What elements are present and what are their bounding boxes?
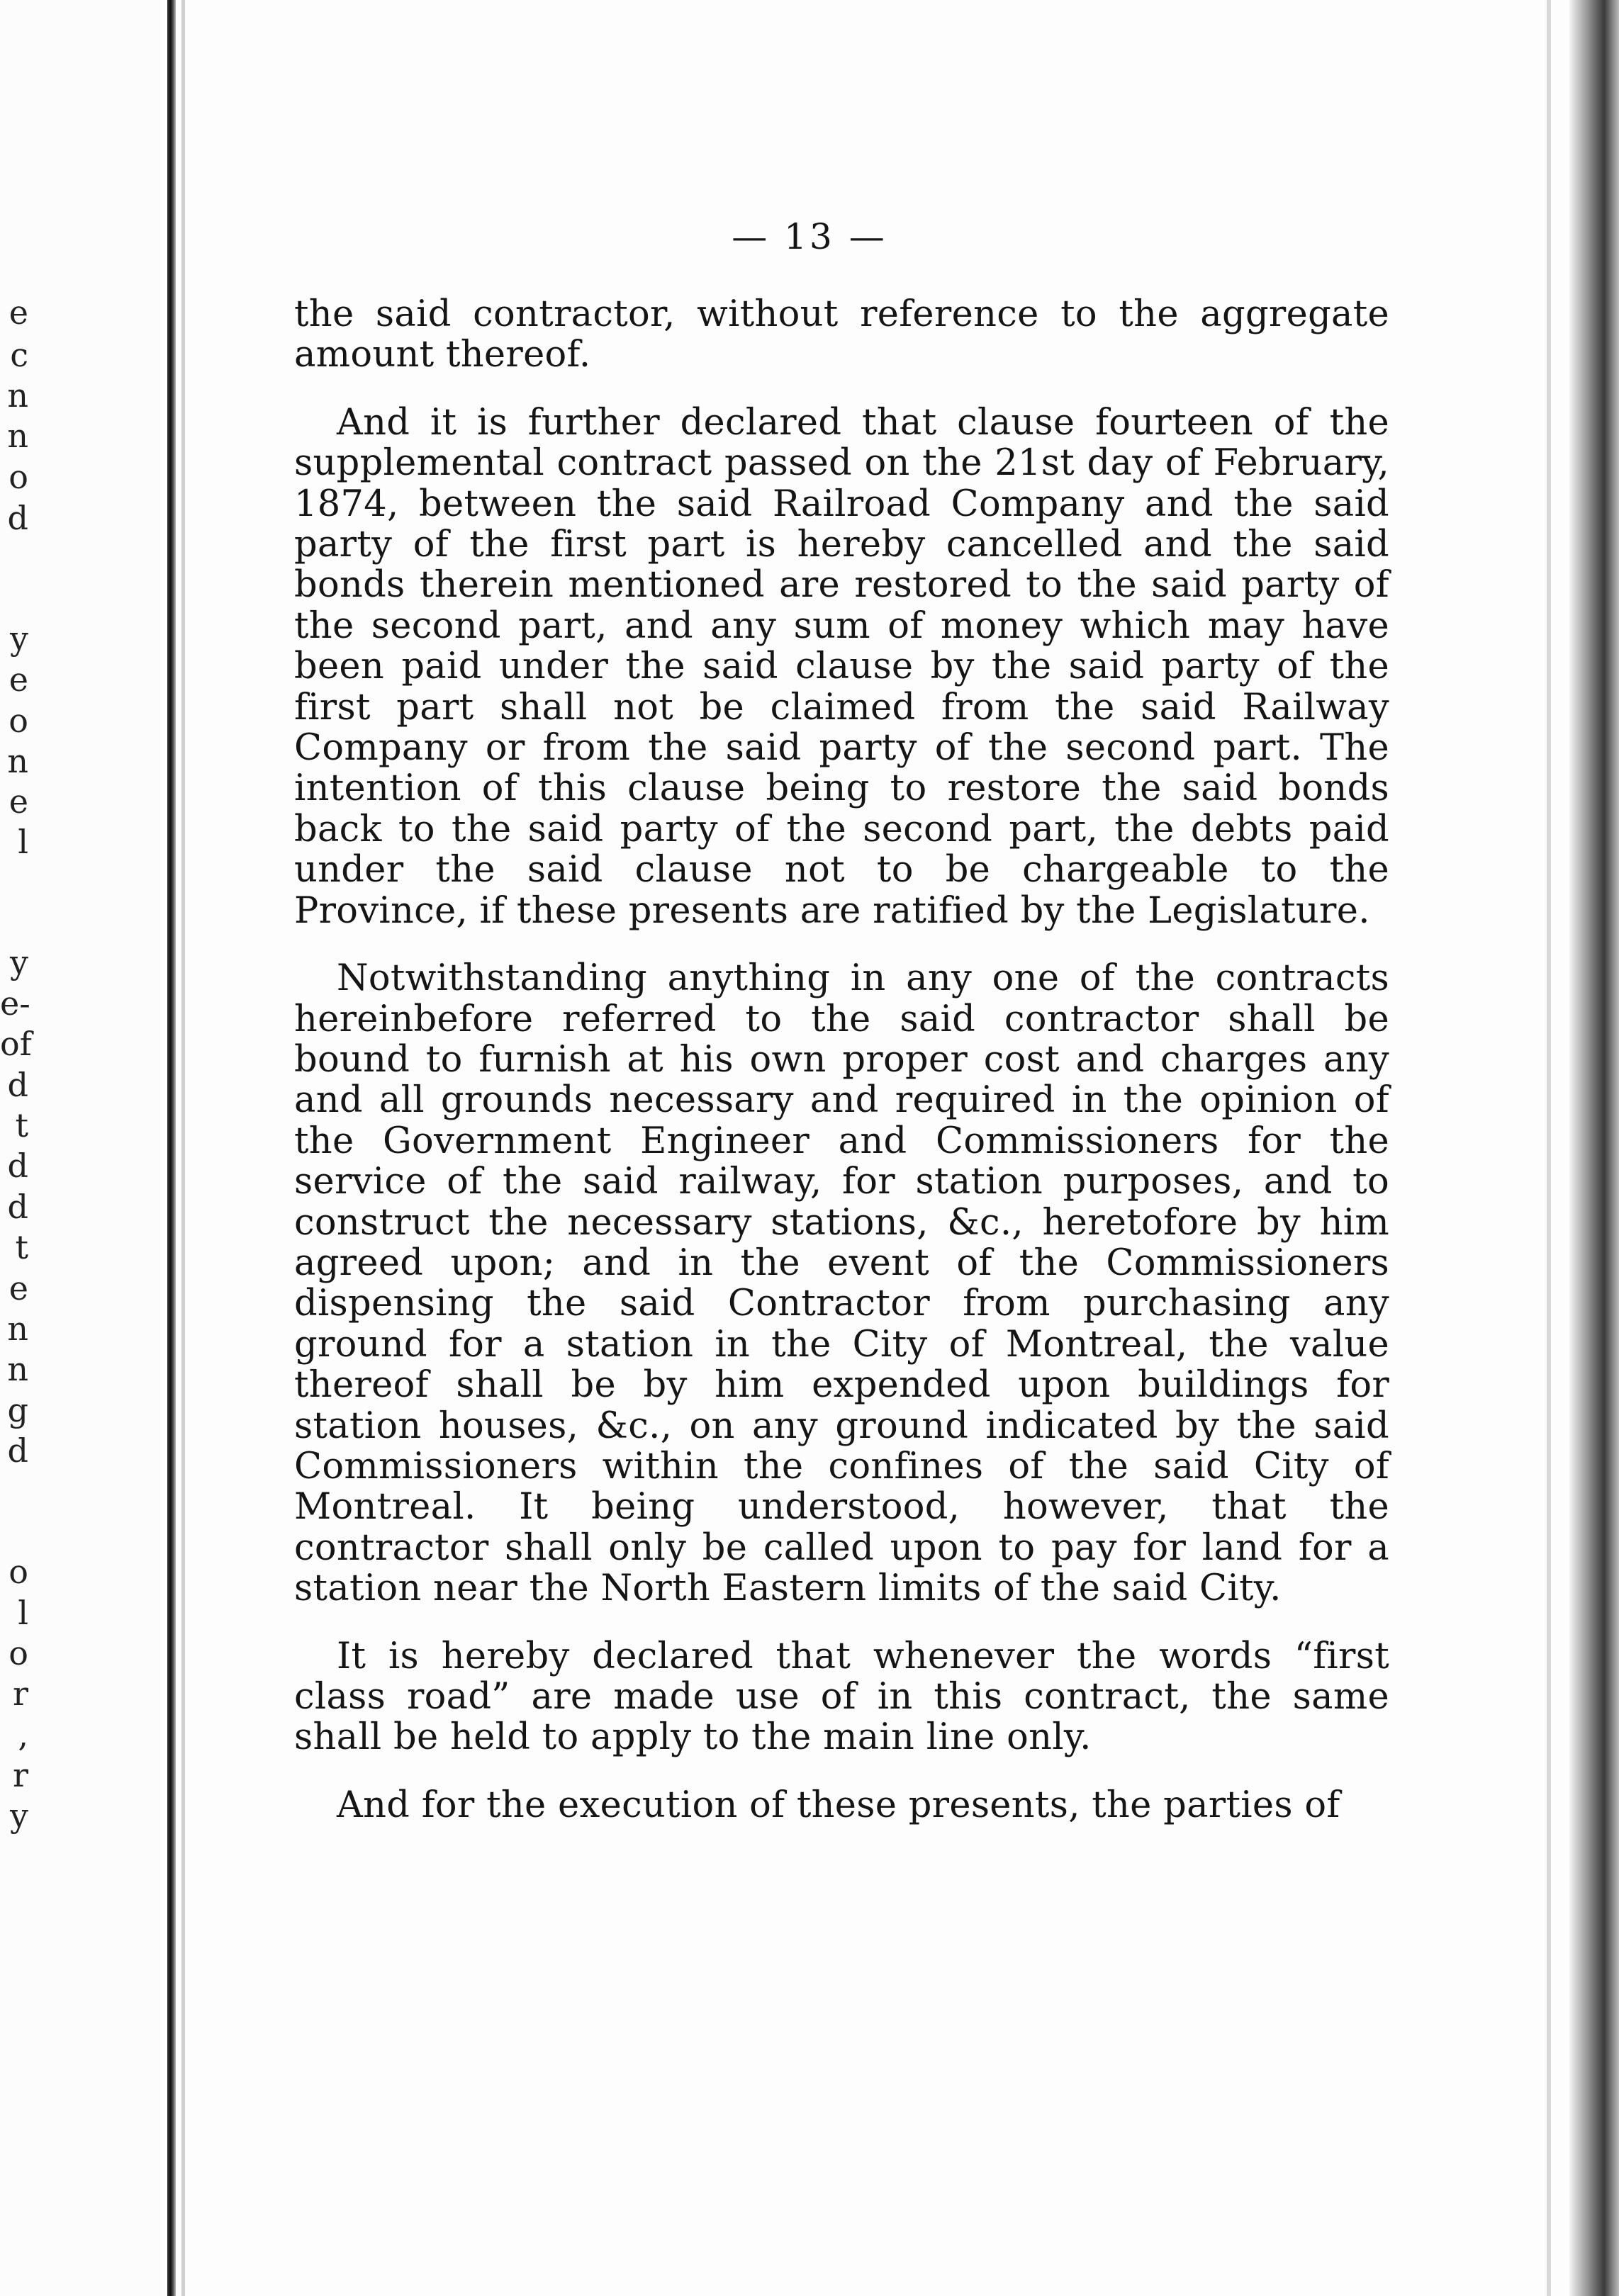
facing-letter: e-: [0, 984, 30, 1023]
page-number: — 13 —: [732, 216, 887, 257]
facing-letter: d: [7, 499, 28, 537]
facing-letter: c: [10, 336, 28, 374]
paragraph: It is hereby declared that whenever the words “first class road” are made use of in this contract, the same shall be held to apply to the main line only.: [294, 1635, 1389, 1759]
page-edge-line: [1547, 0, 1551, 2296]
paragraph: And it is further declared that clause fourteen of the supplemental contract passed on the 21st day of February, 1874, between the said Railroad Company and the said party of the first part is hereby cancelled and the said bonds therein mentioned are restored to the said party of the second part, and any sum of money which may have been paid under the said clause by the said party of the first part shall not be claimed from the said Railway Company or from the said party of the second part. The intention of this clause being to restore the said bonds back to the said party of the second part, the debts paid under the said clause not to be chargeable to the Province, if these presents are ratified by the Legislature.: [294, 401, 1389, 932]
facing-letter: e: [9, 782, 28, 821]
paragraph: And for the execution of these presents, the parties of: [337, 1784, 1340, 1826]
facing-letter: o: [9, 702, 28, 740]
facing-letter: d: [7, 1147, 28, 1185]
facing-letter: o: [9, 1553, 28, 1591]
facing-letter: d: [7, 1431, 28, 1470]
facing-letter: n: [7, 742, 28, 780]
facing-letter: n: [7, 1350, 28, 1388]
facing-letter: ,: [18, 1716, 28, 1754]
binding-edge: [167, 0, 176, 2296]
facing-letter: o: [9, 458, 28, 496]
binding-shadow: [181, 0, 185, 2296]
facing-letter: e: [9, 1269, 28, 1307]
facing-letter: l: [18, 823, 28, 861]
facing-letter: d: [7, 1188, 28, 1226]
facing-letter: n: [7, 417, 28, 455]
facing-letter: t: [15, 1106, 28, 1144]
right-page-edge: [1569, 0, 1619, 2296]
facing-letter: of: [0, 1025, 32, 1063]
facing-page-letters: [0, 0, 43, 2296]
facing-letter: d: [7, 1066, 28, 1104]
facing-letter: l: [18, 1594, 28, 1632]
facing-letter: y: [10, 619, 28, 658]
facing-letter: y: [10, 943, 28, 981]
facing-letter: n: [7, 376, 28, 415]
facing-letter: g: [7, 1391, 28, 1429]
facing-letter: y: [10, 1796, 28, 1835]
facing-letter: e: [9, 293, 28, 332]
facing-letter: r: [13, 1675, 28, 1713]
facing-letter: n: [7, 1310, 28, 1348]
facing-letter: r: [13, 1756, 28, 1794]
facing-letter: t: [15, 1228, 28, 1266]
paragraph: Notwithstanding anything in any one of the contracts hereinbefore referred to the said contractor shall be bound to furnish at his own proper cost and charges any and all grounds necessary and required in the opinion of the Government Engineer and Commissioners for the service of the said railway, for station purposes, and to construct the necessary stations, &c., heretofore by him agreed upon; and in the event of the Commissioners dispensing the said Contractor from purchasing any ground for a station in the City of Montreal, the value thereof shall be by him expended upon buildings for station houses, &c., on any ground indicated by the said Commissioners within the confines of the said City of Montreal. It being understood, however, that the contractor shall only be called upon to pay for land for a station near the North Eastern limits of the said City.: [294, 957, 1389, 1610]
facing-letter: o: [9, 1634, 28, 1672]
paragraph: the said contractor, without reference to the aggregate amount thereof.: [294, 293, 1389, 376]
facing-letter: e: [9, 660, 28, 699]
body-text: [294, 294, 1389, 1852]
